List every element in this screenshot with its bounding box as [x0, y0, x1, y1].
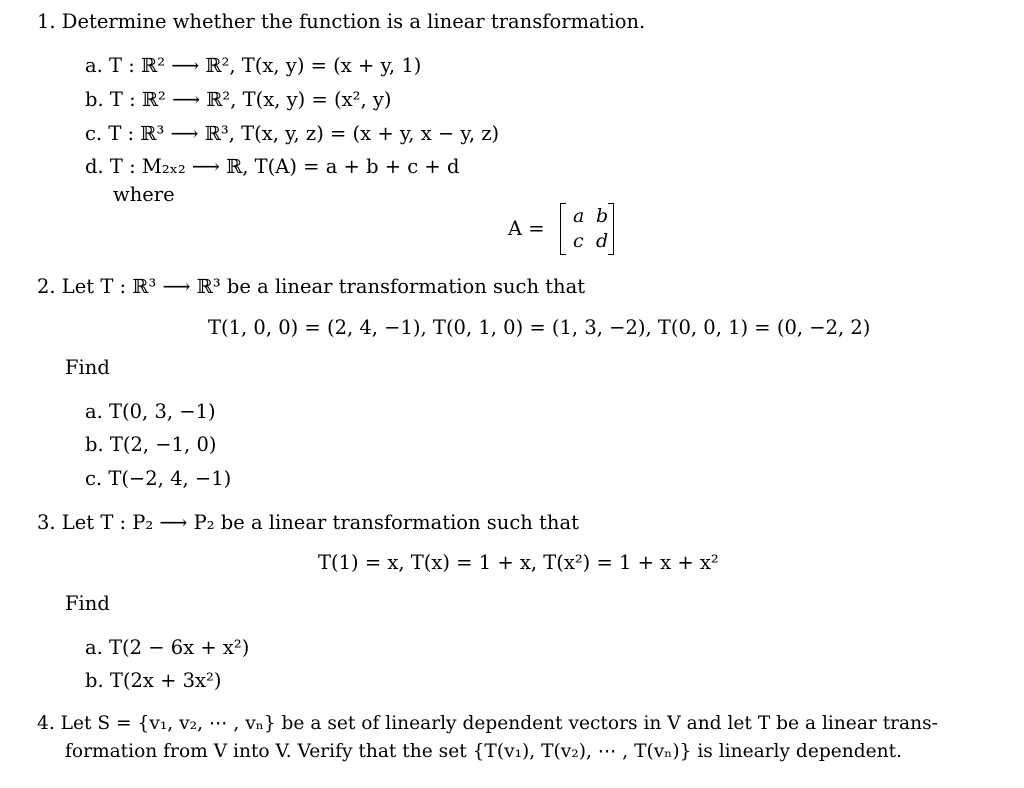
problem-2-given: T(1, 0, 0) = (2, 4, −1), T(0, 1, 0) = (1, 3, −2), T(0, 0, 1) = (0, −2, 2)	[208, 316, 871, 339]
matrix-right-bracket	[608, 203, 614, 255]
matrix-A	[560, 203, 614, 255]
problem-3-stem: 3. Let T : P₂ ⟶ P₂ be a linear transformation such that	[37, 511, 579, 534]
problem-1-stem: 1. Determine whether the function is a linear transformation.	[37, 10, 646, 33]
matrix-lhs: A =	[508, 217, 545, 240]
problem-3-find: Find	[65, 592, 110, 615]
matrix-left-bracket	[560, 203, 566, 255]
problem-3a: a. T(2 − 6x + x²)	[85, 636, 250, 659]
problem-2-stem: 2. Let T : ℝ³ ⟶ ℝ³ be a linear transformation such that	[37, 275, 586, 298]
problem-2-find: Find	[65, 356, 110, 379]
where-label: where	[113, 183, 175, 206]
matrix-entry-c: c	[573, 230, 584, 252]
problem-4-line-2: formation from V into V. Verify that the set {T(v₁), T(v₂), ⋯ , T(vₙ)} is linearly dependent.	[65, 741, 902, 762]
problem-4-line-1: 4. Let S = {v₁, v₂, ⋯ , vₙ} be a set of linearly dependent vectors in V and let T be a linear trans-	[37, 713, 938, 734]
matrix-entry-d: d	[596, 230, 609, 252]
problem-2b: b. T(2, −1, 0)	[85, 433, 217, 456]
problem-3-given: T(1) = x, T(x) = 1 + x, T(x²) = 1 + x + x²	[318, 551, 719, 574]
matrix-entry-b: b	[596, 205, 609, 227]
problem-1c: c. T : ℝ³ ⟶ ℝ³, T(x, y, z) = (x + y, x − y, z)	[85, 122, 500, 145]
problem-1b: b. T : ℝ² ⟶ ℝ², T(x, y) = (x², y)	[85, 88, 392, 111]
problem-1a: a. T : ℝ² ⟶ ℝ², T(x, y) = (x + y, 1)	[85, 54, 422, 77]
problem-1d: d. T : M₂ₓ₂ ⟶ ℝ, T(A) = a + b + c + d	[85, 155, 460, 178]
problem-2c: c. T(−2, 4, −1)	[85, 467, 232, 490]
problem-2a: a. T(0, 3, −1)	[85, 400, 216, 423]
matrix-entry-a: a	[573, 205, 585, 227]
problem-3b: b. T(2x + 3x²)	[85, 669, 222, 692]
